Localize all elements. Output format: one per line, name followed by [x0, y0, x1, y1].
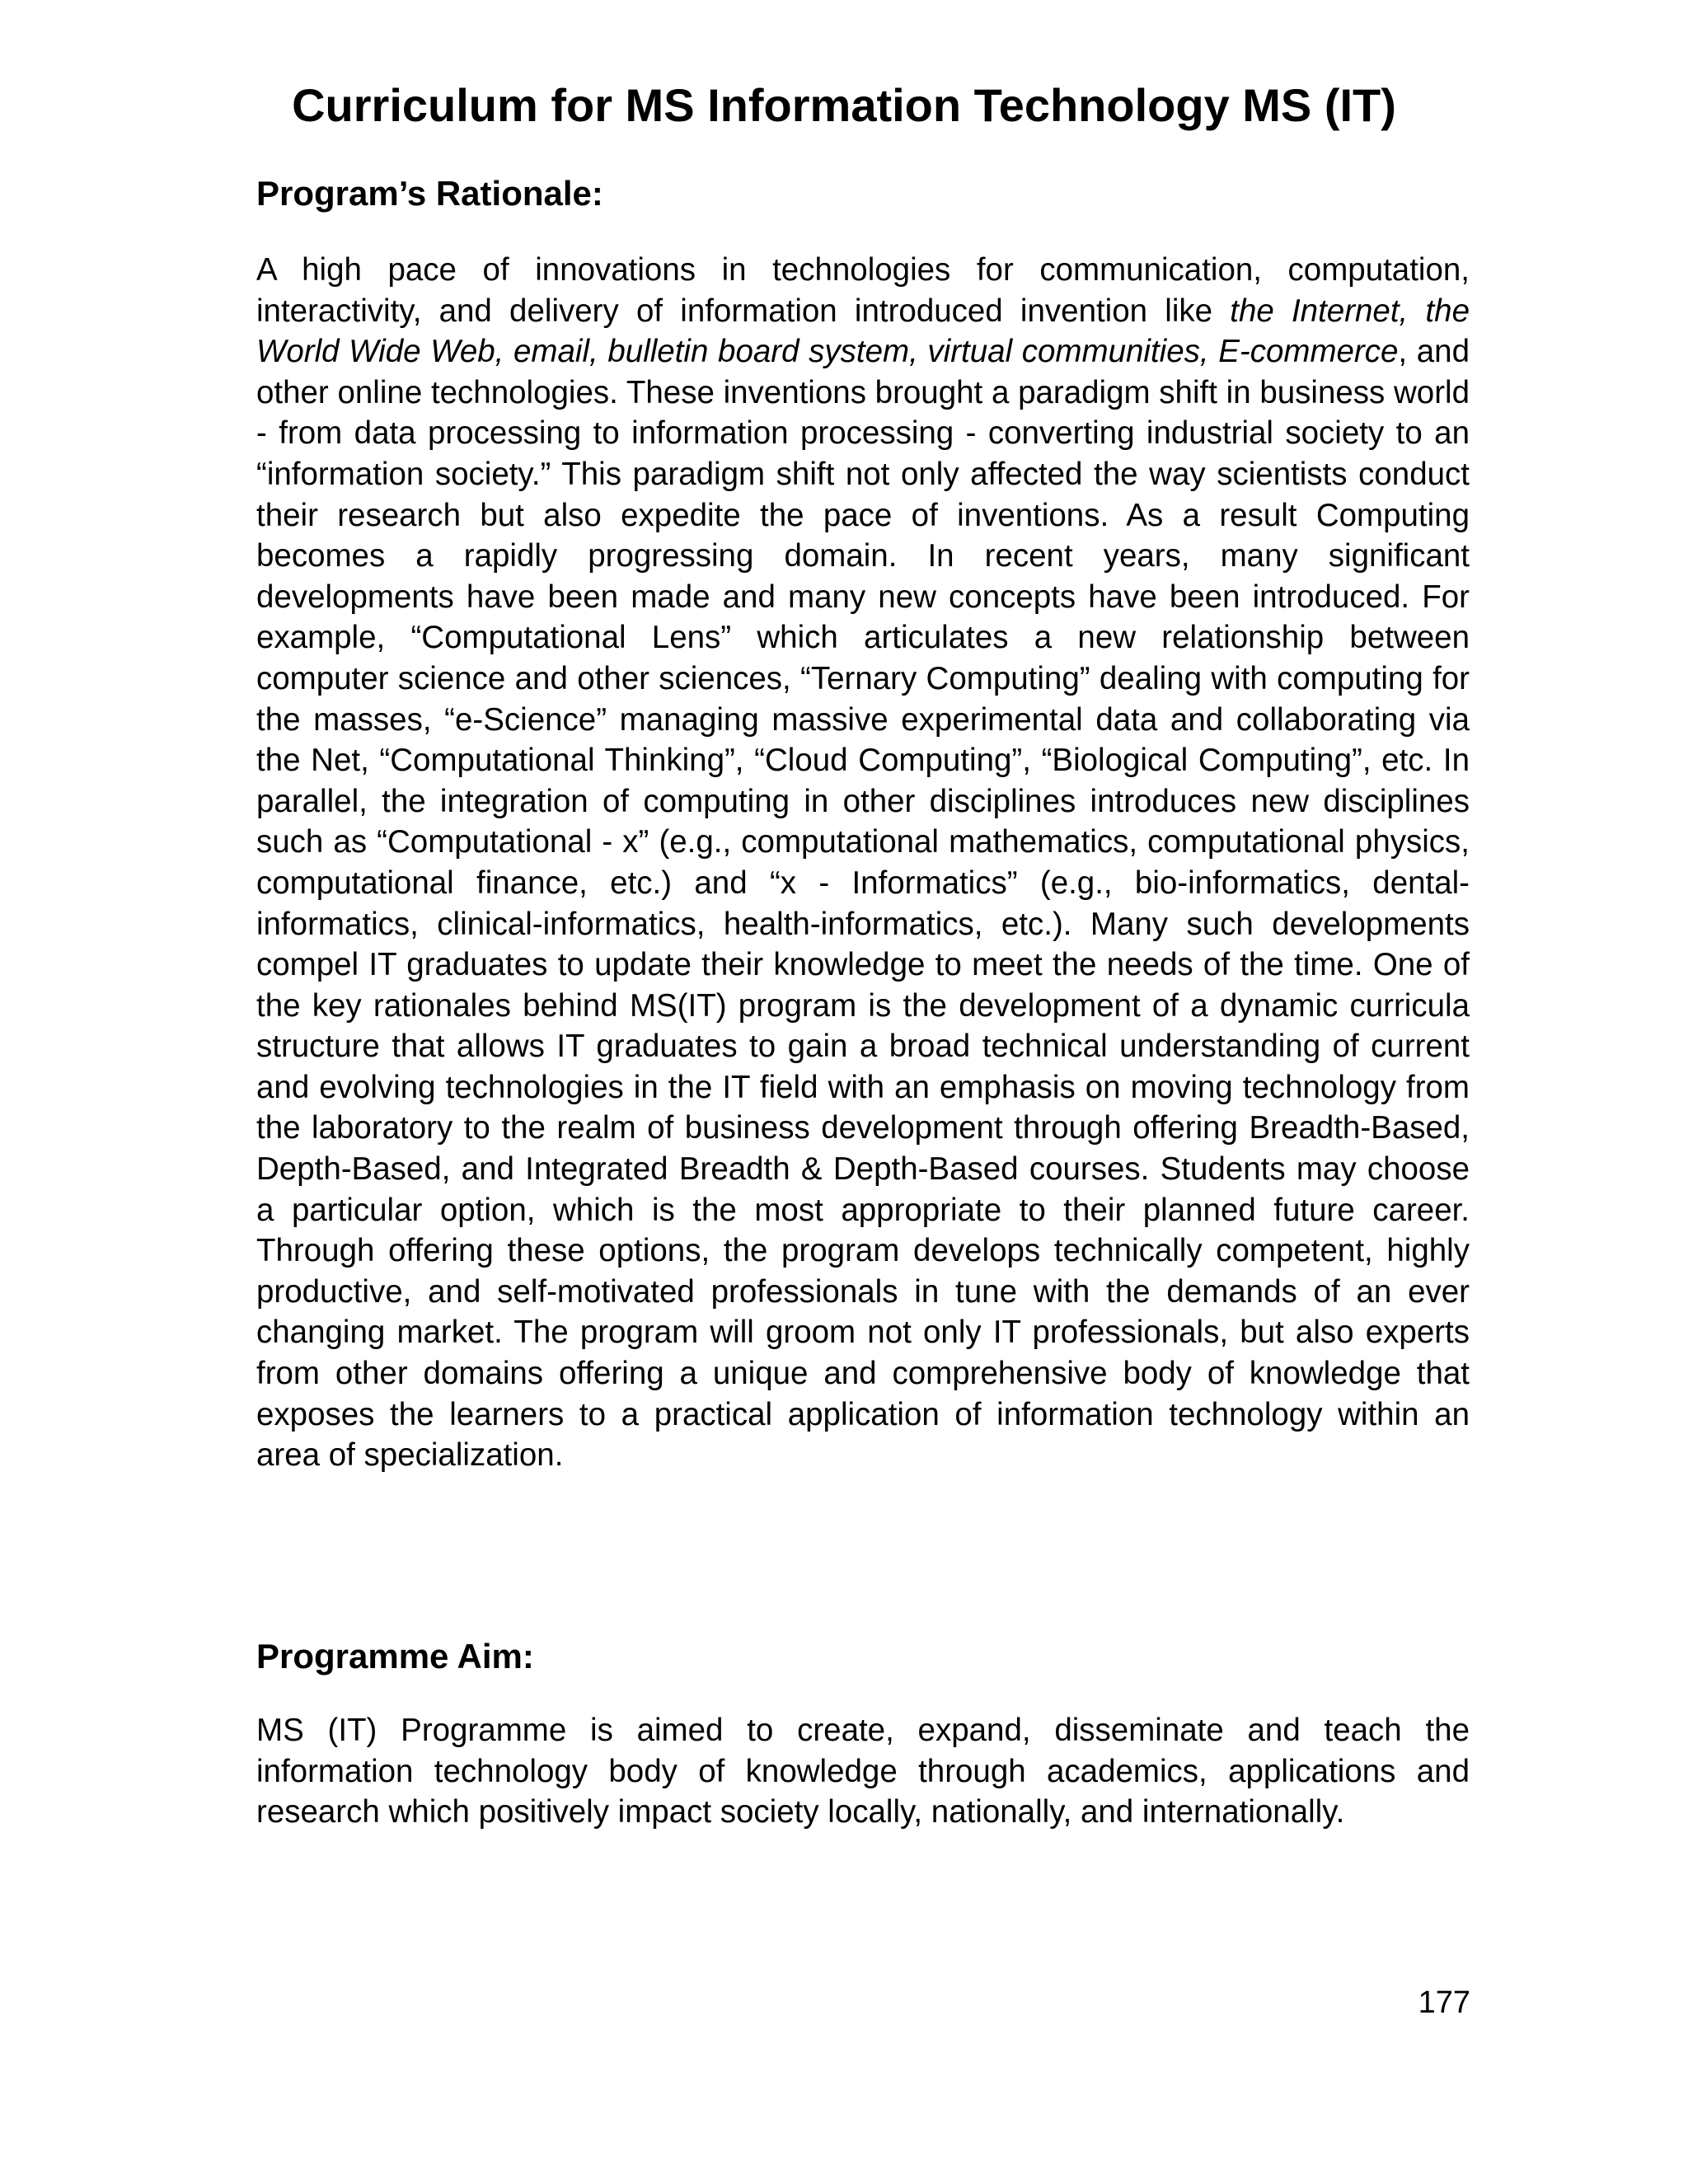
rationale-text-rest: , and other online technologies. These inventions brought a paradigm shift in business world - from data processing to information processing - converting industrial society to an “information society.” This paradigm shift not only affected the way scientists conduct their research but also expedite the pace of inventions. As a result Computing becomes a rapidly progressing domain. In recent years, many significant developments have been made and many new concepts have been introduced. For example, “Computational Lens” which articulates a new relationship between computer science and other sciences, “Ternary Computing” dealing with computing for the masses, “e-Science” managing massive experimental data and collaborating via the Net, “Computational Thinking”, “Cloud Computing”, “Biological Computing”, etc. In parallel, the integration of computing in other disciplines introduces new disciplines such as “Computational - x” (e.g., computational mathematics, computational physics, computational finance, etc.) and “x - Informatics” (e.g., bio-informatics, dental-informatics, clinical-informatics, health-informatics, etc.). Many such developments compel IT graduates to update their knowledge to meet the needs of the time. One of the key rationales behind MS(IT) program is the development of a dynamic curricula structure that allows IT graduates to gain a broad technical understanding of current and evolving technologies in the IT field with an emphasis on moving technology from the laboratory to the realm of business development through offering Breadth-Based, Depth-Based, and Integrated Breadth & Depth-Based courses. Students may choose a particular option, which is the most appropriate to their planned future career. Through offering these options, the program develops technically competent, highly productive, and self-motivated professionals in tune with the demands of an ever changing market. The program will groom not only IT professionals, but also experts from other domains offering a unique and comprehensive body of knowledge that exposes the learners to a practical application of information technology within an area of specialization.	[256, 334, 1470, 1474]
rationale-heading: Program’s Rationale:	[256, 174, 603, 213]
page-title: Curriculum for MS Information Technology MS (IT)	[292, 79, 1396, 131]
rationale-paragraph	[256, 250, 1470, 1476]
page-number: 177	[1418, 1985, 1470, 2020]
rationale-text-start: A high pace of innovations in technologies for communication, computation, interactivity, and delivery of information introduced invention like	[256, 252, 1470, 329]
rationale-italic-examples: the Internet, the World Wide Web, email, bulletin board system, virtual communities, E-commerce	[256, 293, 1470, 370]
aim-paragraph: MS (IT) Programme is aimed to create, expand, disseminate and teach the information technology body of knowledge through academics, applications and research which positively impact society locally, nationally, and internationally.	[256, 1713, 1470, 1830]
aim-heading: Programme Aim:	[256, 1637, 534, 1675]
